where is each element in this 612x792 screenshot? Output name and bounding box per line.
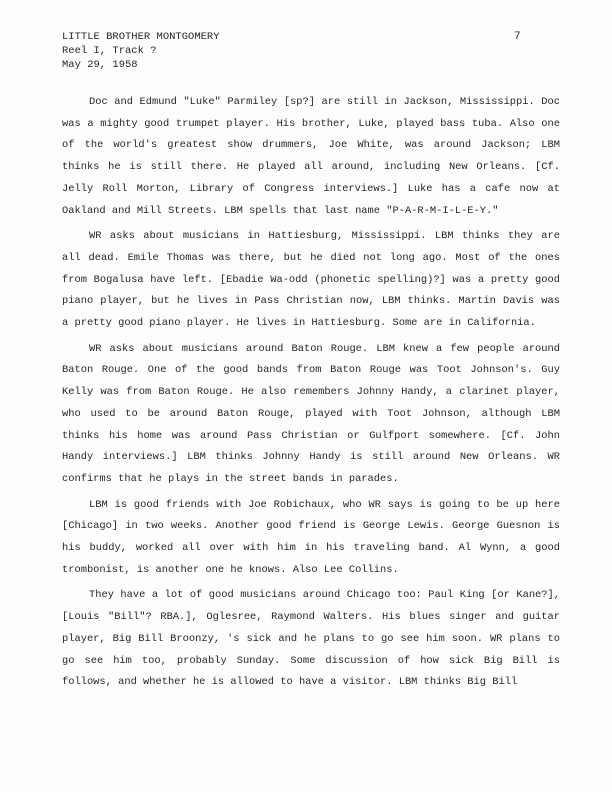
paragraph: LBM is good friends with Joe Robichaux, who WR says is going to be up here [Chicago] in two weeks. Another good friend is George Lewis. George Guesnon is his buddy, worked all over with him in his traveling band. Al Wynn, a good trombonist, is another one he knows. Also Lee Collins. (62, 498, 560, 576)
transcript-body (62, 92, 560, 698)
paragraph: Doc and Edmund "Luke" Parmiley [sp?] are still in Jackson, Mississippi. Doc was a mighty good trumpet player. His brother, Luke, played bass tuba. Also one of the world's greatest show drummers, Joe White, was around Jackson; LBM thinks he is still there. He played all around, including New Orleans. [Cf. Jelly Roll Morton, Library of Congress interviews.] Luke has a cafe now at Oakland and Mill Streets. LBM spells that last name "P-A-R-M-I-L-E-Y." (62, 96, 560, 217)
page-number: 7 (514, 31, 521, 43)
interview-date: May 29, 1958 (62, 59, 138, 71)
paragraph: WR asks about musicians in Hattiesburg, Mississippi. LBM thinks they are all dead. Emile Thomas was there, but he died not long ago. Most of the ones from Bogalusa have left. [Ebadie Wa-odd (phonetic spelling)?] was a pretty good piano player, but he lives in Pass Christian now, LBM thinks. Martin Davis was a pretty good piano player. He lives in Hattiesburg. Some are in California. (62, 230, 560, 330)
page-header (62, 30, 220, 72)
paragraph: WR asks about musicians around Baton Rouge. LBM knew a few people around Baton Rouge. One of the good bands from Baton Rouge was Toot Johnson's. Guy Kelly was from Baton Rouge. He also remembers Johnny Handy, a clarinet player, who used to be around Baton Rouge, played with Toot Johnson, although LBM thinks his home was around Pass Christian or Gulfport somewhere. [Cf. John Handy interviews.] LBM thinks Johnny Handy is still around New Orleans. WR confirms that he plays in the street bands in parades. (62, 342, 560, 485)
interview-title: LITTLE BROTHER MONTGOMERY (62, 31, 220, 43)
reel-track: Reel I, Track ? (62, 45, 157, 57)
paragraph: They have a lot of good musicians around Chicago too: Paul King [or Kane?], [Louis "Bill"? RBA.], Oglesree, Raymond Walters. His blues singer and guitar player, Big Bill Broonzy, 's sick and he plans to go see him soon. WR plans to go see him too, probably Sunday. Some discussion of how sick Big Bill is follows, and whether he is allowed to have a visitor. LBM thinks Big Bill (62, 589, 560, 689)
